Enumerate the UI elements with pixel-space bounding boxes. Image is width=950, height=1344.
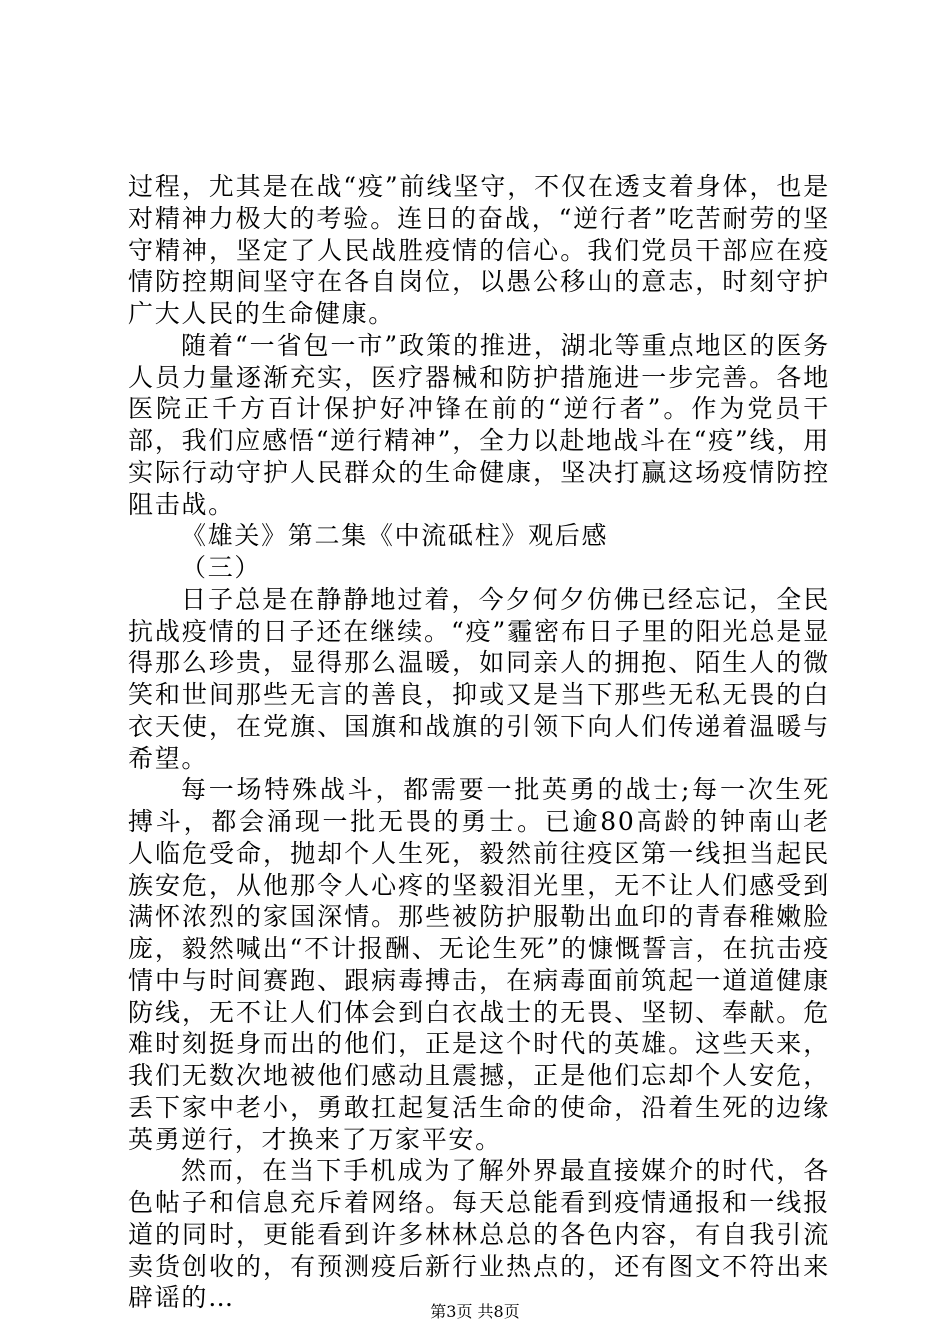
paragraph: 随着“一省包一市”政策的推进，湖北等重点地区的医务人员力量逐渐充实，医疗器械和防护措施进一步完善。各地医院正千方百计保护好冲锋在前的“逆行者”。作为党员干部，我们应感悟“逆行精神”，全力以赴地战斗在“疫”线，用实际行动守护人民群众的生命健康，坚决打赢这场疫情防控阻击战。 <box>128 330 830 519</box>
page-number: 第3页 共8页 <box>430 1302 520 1321</box>
paragraph-continuation: 过程，尤其是在战“疫”前线坚守，不仅在透支着身体，也是对精神力极大的考验。连日的奋战，“逆行者”吃苦耐劳的坚守精神，坚定了人民战胜疫情的信心。我们党员干部应在疫情防控期间坚守在各自岗位，以愚公移山的意志，时刻守护广大人民的生命健康。 <box>128 172 830 328</box>
paragraph: 然而，在当下手机成为了解外界最直接媒介的时代，各色帖子和信息充斥着网络。每天总能看到疫情通报和一线报道的同时，更能看到许多林林总总的各色内容，有自我引流卖货创收的，有预测疫后新行业热点的，还有图文不符出来辟谣的… <box>128 1156 830 1313</box>
section-number: （三） <box>181 553 262 582</box>
paragraph: 日子总是在静静地过着，今夕何夕仿佛已经忘记，全民抗战疫情的日子还在继续。“疫”霾密布日子里的阳光总是显得那么珍贵，显得那么温暖，如同亲人的拥抱、陌生人的微笑和世间那些无言的善良，抑或又是当下那些无私无畏的白衣天使，在党旗、国旗和战旗的引领下向人们传递着温暖与希望。 <box>128 584 830 773</box>
document-body <box>128 171 830 1314</box>
section-title: 《雄关》第二集《中流砥柱》观后感 <box>181 521 609 551</box>
paragraph: 每一场特殊战斗，都需要一批英勇的战士;每一次生死搏斗，都会涌现一批无畏的勇士。已逾80高龄的钟南山老人临危受命，抛却个人生死，毅然前往疫区第一线担当起民族安危，从他那令人心疼的坚毅泪光里，无不让人们感受到满怀浓烈的家国深情。那些被防护服勒出血印的青春稚嫩脸庞，毅然喊出“不计报酬、无论生死”的慷慨誓言，在抗击疫情中与时间赛跑、跟病毒搏击，在病毒面前筑起一道道健康防线，无不让人们体会到白衣战士的无畏、坚韧、奉献。危难时刻挺身而出的他们，正是这个时代的英雄。这些天来，我们无数次地被他们感动且震撼，正是他们忘却个人安危，丢下家中老小，勇敢扛起复活生命的使命，沿着生死的边缘英勇逆行，才换来了万家平安。 <box>128 775 830 1154</box>
page-footer <box>0 1302 950 1322</box>
